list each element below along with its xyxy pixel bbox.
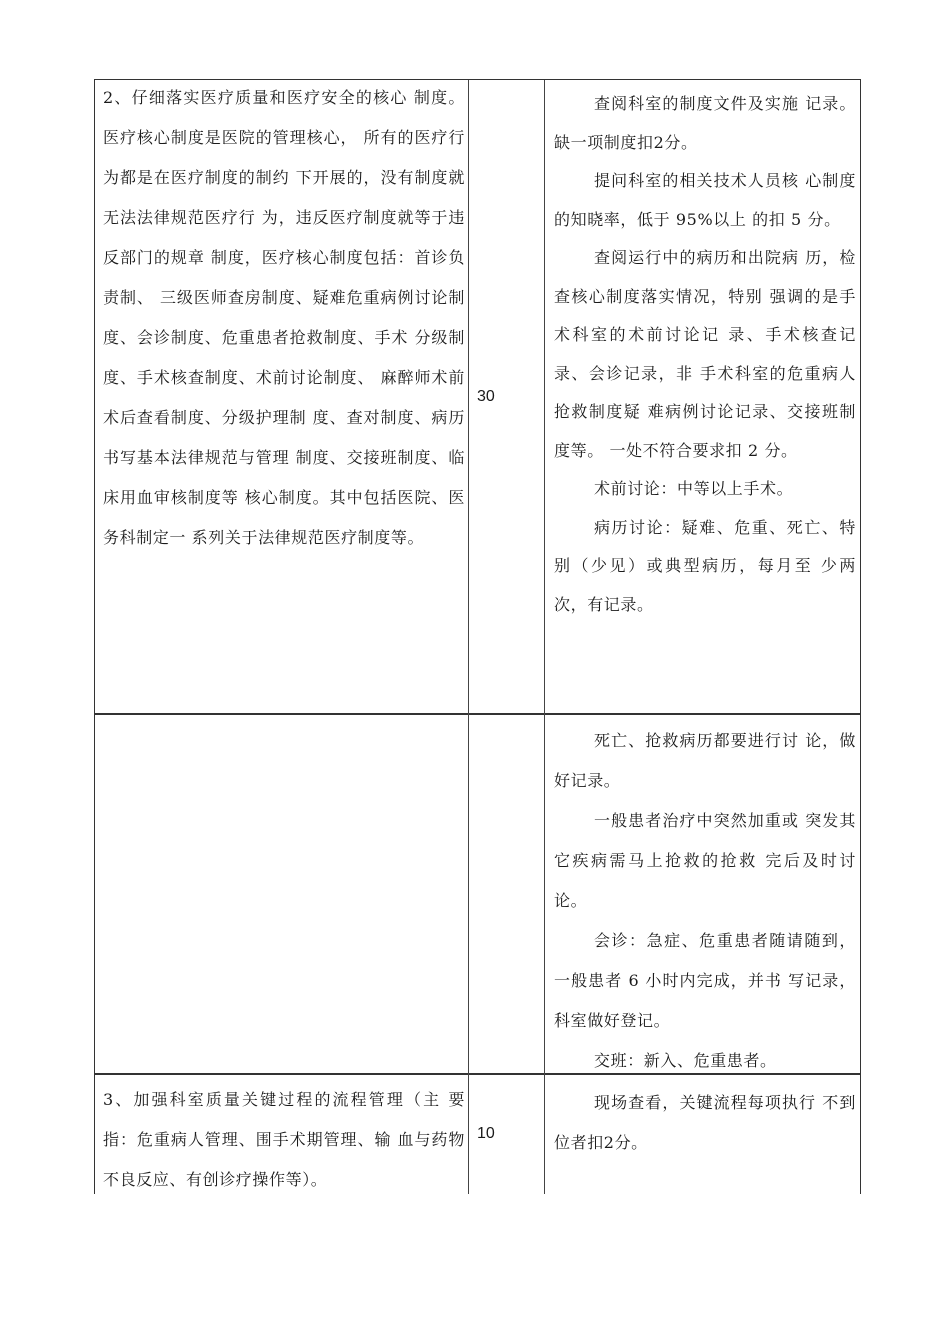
row2-assessment-para: 交班：新入、危重患者。 (594, 1051, 777, 1070)
row1-assessment-para: 病历讨论：疑难、危重、死亡、特别（少见）或典型病历，每月至 少两次，有记录。 (554, 517, 856, 614)
row2-assessment (554, 721, 856, 1081)
row2-assessment-para: 会诊：急症、危重患者随请随到，一般患者 6 小时内完成，并书 写记录，科室做好登记。 (554, 931, 856, 1030)
row1-assessment-para: 提问科室的相关技术人员核 心制度的知晓率，低于 95%以上 的扣 5 分。 (554, 171, 856, 229)
row1-assessment-para: 查阅运行中的病历和出院病 历，检查核心制度落实情况，特别 强调的是手术科室的术前讨论记 录、手术核查记录、会诊记录，非 手术科室的危重病人抢救制度疑 难病例讨论记录、交接班制度等。 一处不符合要求扣 2 分。 (554, 248, 856, 460)
row-divider (95, 713, 860, 715)
row3-requirement (103, 1080, 465, 1200)
row1-score: 30 (477, 388, 495, 405)
row2-assessment-para: 死亡、抢救病历都要进行讨 论，做好记录。 (554, 731, 856, 790)
row1-requirement-text: 2、仔细落实医疗质量和医疗安全的核心 制度。医疗核心制度是医院的管理核心， 所有的医疗行为都是在医疗制度的制约 下开展的，没有制度就无法法律规范医疗行 为，违反医疗制度就等于违反部门的规章 制度，医疗核心制度包括：首诊负责制、 三级医师查房制度、疑难危重病例讨论制 度、会诊制度、危重患者抢救制度、手术 分级制度、手术核查制度、术前讨论制度、 麻醉师术前术后查看制度、分级护理制 度、查对制度、病历书写基本法律规范与管理 制度、交接班制度、临床用血审核制度等 核心制度。其中包括医院、医务科制定一 系列关于法律规范医疗制度等。 (103, 88, 465, 547)
row1-assessment-para: 术前讨论：中等以上手术。 (594, 479, 794, 498)
assessment-table (94, 79, 861, 1194)
row3-assessment-para: 现场查看，关键流程每项执行 不到位者扣2分。 (554, 1093, 856, 1152)
row1-requirement (103, 78, 465, 558)
row3-requirement-text: 3、加强科室质量关键过程的流程管理（主 要指：危重病人管理、围手术期管理、输 血与药物不良反应、有创诊疗操作等）。 (103, 1090, 465, 1189)
row3-score: 10 (477, 1125, 495, 1142)
row2-assessment-para: 一般患者治疗中突然加重或 突发其它疾病需马上抢救的抢救 完后及时讨论。 (554, 811, 856, 910)
row3-assessment (554, 1083, 856, 1163)
column-divider (468, 80, 469, 1194)
row1-assessment-para: 查阅科室的制度文件及实施 记录。缺一项制度扣2分。 (554, 94, 856, 152)
column-divider (544, 80, 545, 1194)
row1-assessment (554, 85, 856, 624)
